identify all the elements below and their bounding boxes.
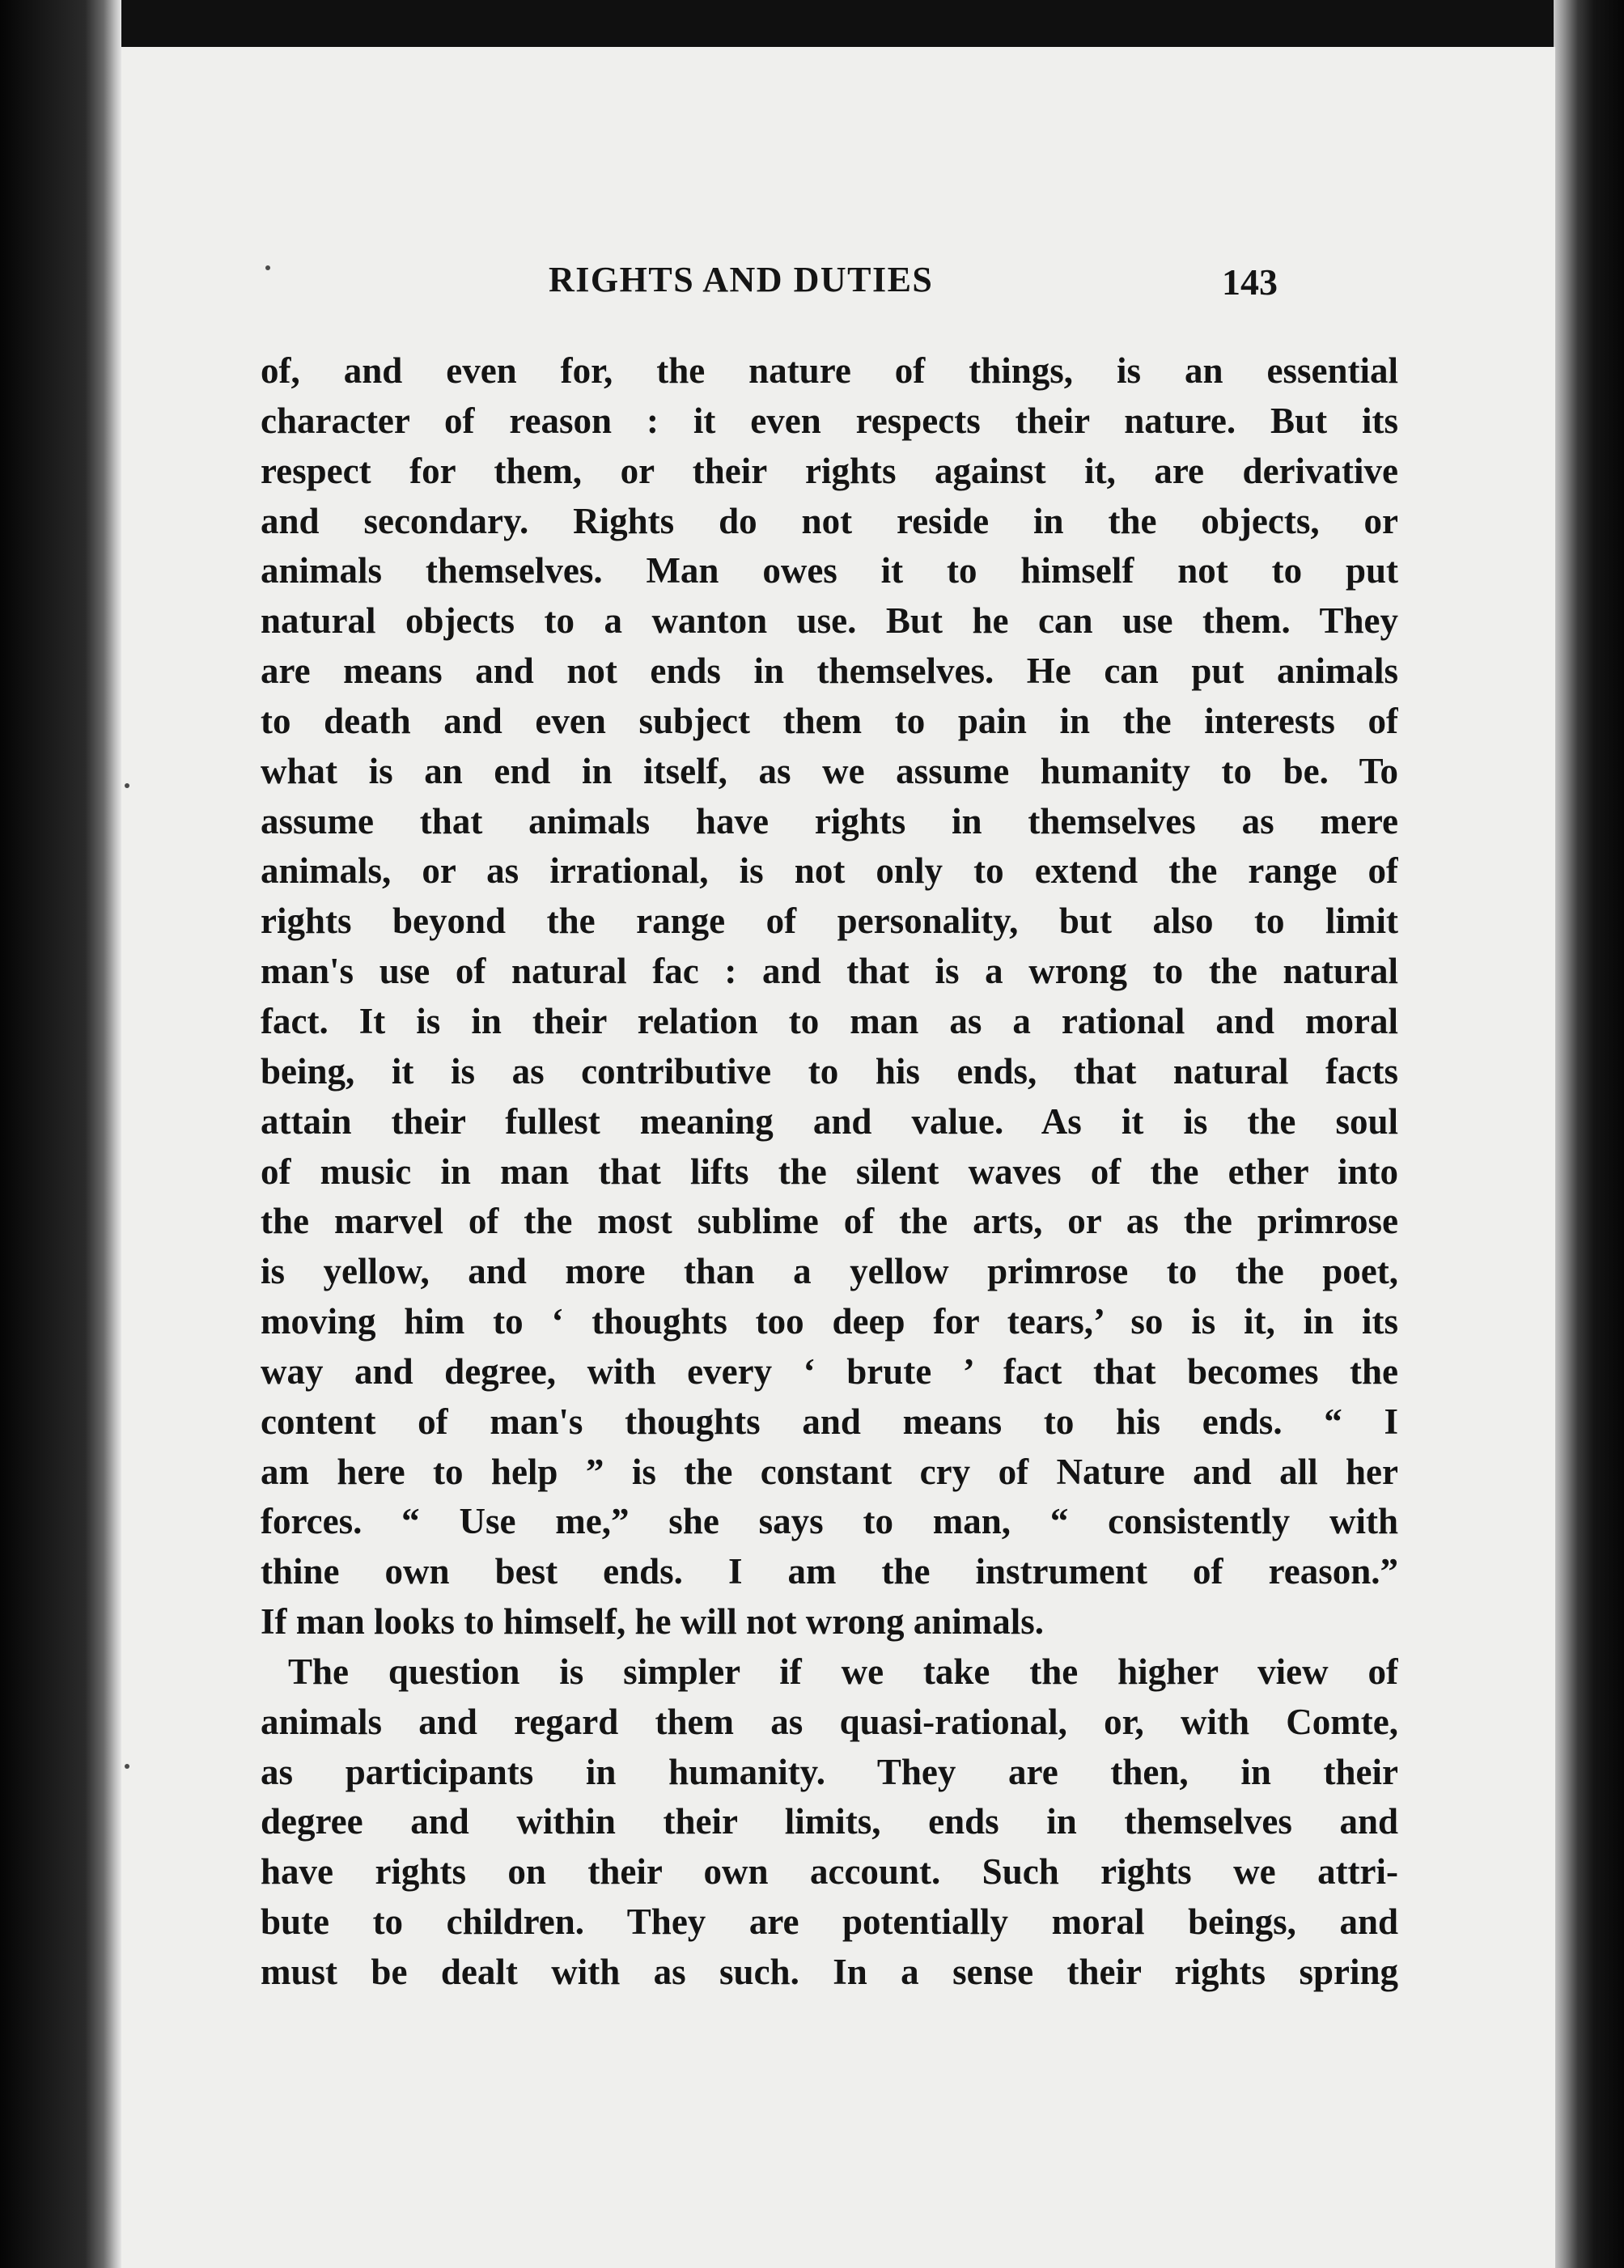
page-sheet — [121, 47, 1555, 2268]
scan-speck — [125, 1764, 129, 1769]
text-line: fact. It is in their relation to man as a rational and moral — [261, 1000, 1398, 1041]
text-line: to death and even subject them to pain in the interests of — [261, 700, 1398, 741]
scan-speck — [125, 783, 129, 788]
text-line: of, and even for, the nature of things, is an essential — [261, 350, 1398, 391]
book-binding-right-edge — [1554, 0, 1624, 2268]
text-line: is yellow, and more than a yellow primrose to the poet, — [261, 1251, 1398, 1292]
text-line: rights beyond the range of personality, but also to limit — [261, 901, 1398, 942]
paragraph-2 — [261, 1647, 1398, 1998]
running-head — [121, 259, 1555, 316]
text-line: animals themselves. Man owes it to himself not to put — [261, 550, 1398, 591]
text-line: If man looks to himself, he will not wrong animals. — [261, 1601, 1045, 1643]
scan-speck — [265, 265, 270, 270]
text-line: thine own best ends. I am the instrument of reason.” — [261, 1551, 1398, 1592]
page-number: 143 — [1222, 261, 1278, 303]
paragraph-1 — [261, 346, 1398, 1647]
text-line: The question is simpler if we take the higher view of — [288, 1651, 1398, 1692]
body-text — [261, 346, 1398, 1998]
running-head-title: RIGHTS AND DUTIES — [549, 260, 934, 299]
text-line: bute to children. They are potentially moral beings, and — [261, 1901, 1398, 1943]
text-line: degree and within their limits, ends in themselves and — [261, 1801, 1398, 1842]
text-line: natural objects to a wanton use. But he can use them. They — [261, 600, 1398, 642]
text-line: animals, or as irrational, is not only to extend the range of — [261, 850, 1398, 892]
text-line: animals and regard them as quasi-rational, or, with Comte, — [261, 1701, 1398, 1742]
text-line: way and degree, with every ‘ brute ’ fact that becomes the — [261, 1350, 1398, 1392]
text-line: moving him to ‘ thoughts too deep for tears,’ so is it, in its — [261, 1301, 1398, 1342]
text-line: respect for them, or their rights against it, are derivative — [261, 450, 1398, 491]
text-line: as participants in humanity. They are then, in their — [261, 1751, 1398, 1792]
text-line: have rights on their own account. Such rights we attri- — [261, 1851, 1398, 1893]
book-binding-left-edge — [0, 0, 121, 2268]
text-line: being, it is as contributive to his ends, that natural facts — [261, 1050, 1398, 1092]
text-line: man's use of natural fac : and that is a wrong to the natural — [261, 951, 1398, 992]
text-line: am here to help ” is the constant cry of Nature and all her — [261, 1451, 1398, 1492]
text-line: of music in man that lifts the silent waves of the ether into — [261, 1151, 1398, 1192]
text-line: must be dealt with as such. In a sense their rights spring — [261, 1952, 1398, 1992]
text-line: the marvel of the most sublime of the arts, or as the primrose — [261, 1201, 1398, 1242]
text-line: content of man's thoughts and means to his ends. “ I — [261, 1401, 1398, 1442]
text-line: assume that animals have rights in themselves as mere — [261, 800, 1398, 841]
text-line: forces. “ Use me,” she says to man, “ consistently with — [261, 1501, 1398, 1542]
text-line: what is an end in itself, as we assume humanity to be. To — [261, 750, 1398, 791]
text-line: attain their fullest meaning and value. As it is the soul — [261, 1100, 1398, 1142]
text-line: character of reason : it even respects their nature. But its — [261, 400, 1398, 441]
text-line: and secondary. Rights do not reside in the objects, or — [261, 500, 1398, 541]
text-line: are means and not ends in themselves. He can put animals — [261, 651, 1398, 692]
